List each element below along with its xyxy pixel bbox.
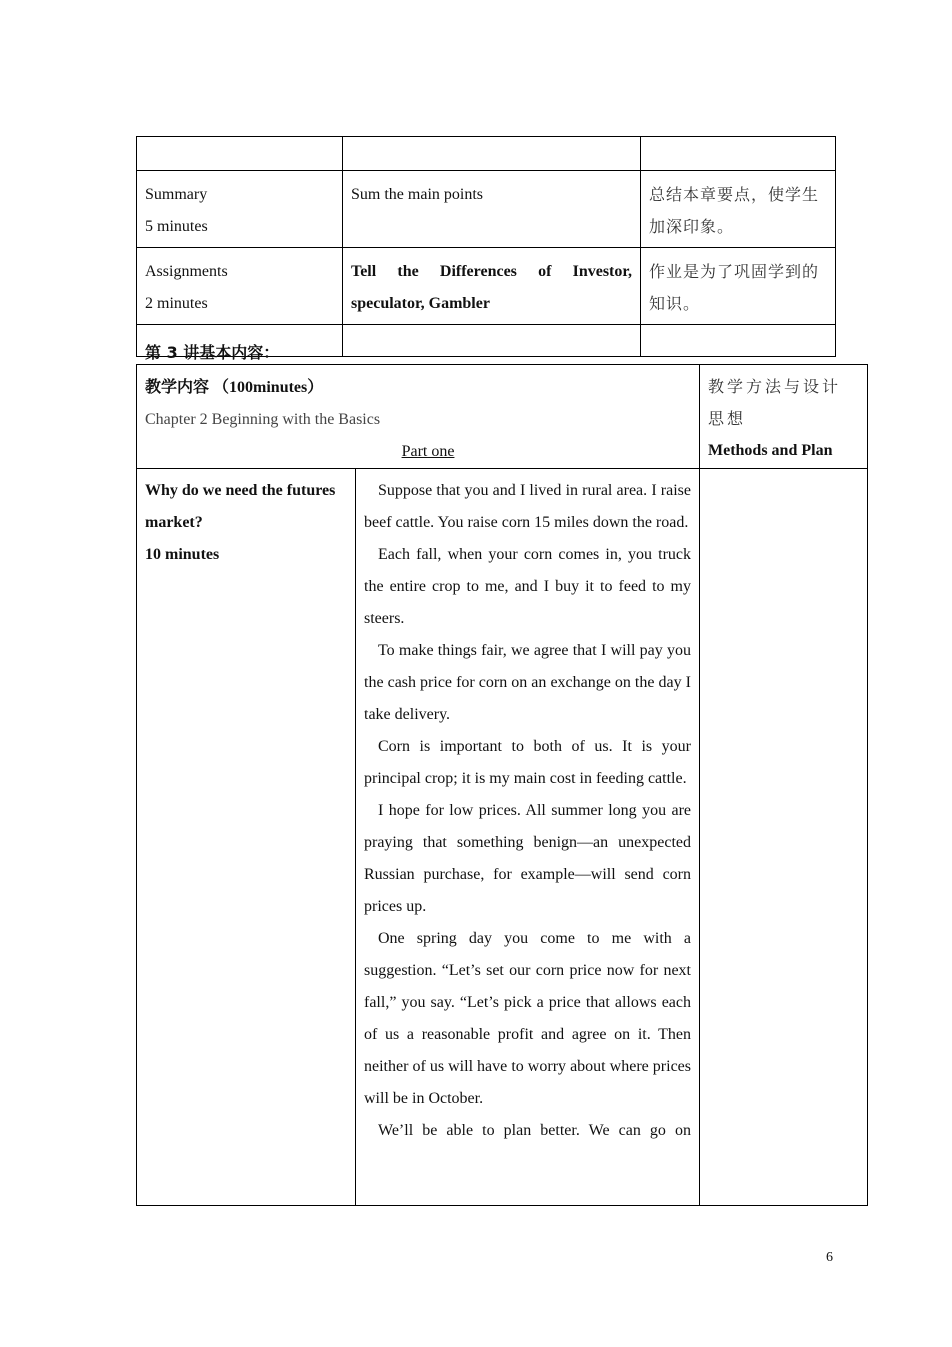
body-paragraph: I hope for low prices. All summer long you are praying that something benign—an unexpected Russian purchase, for example—will send corn prices up. xyxy=(364,802,691,915)
content-title-cn: 教学内容 xyxy=(145,377,210,396)
body-paragraph: To make things fair, we agree that I will pay you the cash price for corn on an exchange on the day I take delivery. xyxy=(364,642,691,723)
topic-cell xyxy=(137,469,356,1206)
topic-title: Why do we need the futures market? xyxy=(145,482,336,531)
table-cell xyxy=(343,137,641,171)
row-label: Assignments xyxy=(145,263,228,280)
table-cell xyxy=(343,325,641,357)
table-cell xyxy=(641,325,836,357)
methods-header-cell xyxy=(700,365,868,469)
methods-header-en: Methods and Plan xyxy=(708,442,833,459)
body-paragraph: Each fall, when your corn comes in, you truck the entire crop to me, and I buy it to feed to my steers. xyxy=(364,546,691,627)
body-paragraph: We’ll be able to plan better. We can go on xyxy=(378,1122,691,1139)
row-content: Sum the main points xyxy=(351,186,483,203)
table-row xyxy=(137,137,836,171)
content-header-cell xyxy=(137,365,700,469)
methods-header-cn: 教学方法与设计思想 xyxy=(708,377,842,428)
content-title-en: （100minutes） xyxy=(213,379,324,396)
table-cell xyxy=(641,137,836,171)
chapter-title: Chapter 2 Beginning with the Basics xyxy=(145,411,381,428)
row-duration: 2 minutes xyxy=(145,295,208,312)
row-duration: 5 minutes xyxy=(145,218,208,235)
methods-cell xyxy=(700,469,868,1206)
lecture-heading: 第 3 讲基本内容： xyxy=(145,343,280,362)
table-row xyxy=(137,469,868,1206)
row-note: 总结本章要点，使学生加深印象。 xyxy=(641,171,836,248)
body-paragraph: Suppose that you and I lived in rural area. I raise beef cattle. You raise corn 15 miles down the road. xyxy=(364,482,691,531)
page-number: 6 xyxy=(826,1250,833,1265)
row-content: speculator, Gambler xyxy=(351,295,490,312)
body-paragraph: One spring day you come to me with a suggestion. “Let’s set our corn price now for next fall,” you say. “Let’s pick a price that allows each of us a reasonable profit and agree on it. Then neither of us will have to worry about where prices will be in October. xyxy=(364,930,691,1107)
topic-duration: 10 minutes xyxy=(145,546,220,563)
part-title: Part one xyxy=(401,443,455,460)
table-header-row xyxy=(137,365,868,469)
table-cell xyxy=(137,248,343,325)
table-row xyxy=(137,171,836,248)
body-paragraph: Corn is important to both of us. It is your principal crop; it is my main cost in feeding cattle. xyxy=(364,738,691,787)
content-title xyxy=(145,371,691,404)
row-content: Tell the Differences of Investor, xyxy=(351,263,632,280)
table-cell xyxy=(137,171,343,248)
table-cell xyxy=(343,171,641,248)
table-cell xyxy=(343,248,641,325)
table-row xyxy=(137,248,836,325)
content-table xyxy=(136,364,868,1206)
summary-table xyxy=(136,136,836,357)
row-note: 作业是为了巩固学到的知识。 xyxy=(641,248,836,325)
row-label: Summary xyxy=(145,186,208,203)
body-text-cell xyxy=(356,469,700,1206)
table-cell xyxy=(137,137,343,171)
